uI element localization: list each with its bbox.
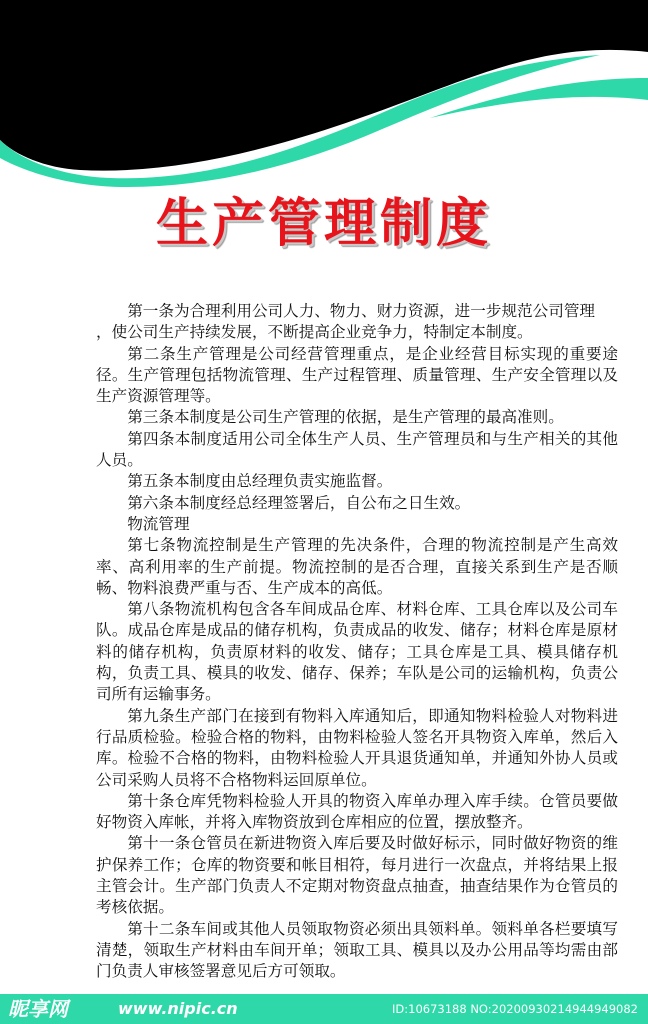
header-wave-decoration [0,0,648,190]
watermark-logo: 昵享网 [8,997,68,1021]
paragraph-1: 第一条为合理利用公司人力、物力、财力资源，进一步规范公司管理 [127,302,596,320]
paragraph-5: 第五条本制度由总经理负责实施监督。 [127,472,393,491]
paragraph-10: 第十条仓库凭物料检验人开具的物资入库单办理入库手续。仓管员要做好物资入库帐，并将入库物资放到仓库相应的位置，摆放整齐。 [96,791,618,832]
paragraph-4: 第四条本制度适用公司全体生产人员、生产管理员和与生产相关的其他人员。 [96,429,618,470]
paragraph-9: 第九条生产部门在接到有物料入库通知后，即通知物料检验人对物料进行品质检验。检验合格的物料，由物料检验人签名开具物资入库单，然后入库。检验不合格的物料，由物料检验人开具退货通知单，并通知外协人员或公司采购人员将不合格物料运回原单位。 [96,706,618,789]
paragraph-3: 第三条本制度是公司生产管理的依据，是生产管理的最高准则。 [127,408,564,427]
paragraph-11: 第十一条仓管员在新进物资入库后要及时做好标示，同时做好物资的维护保养工作；仓库的物资要和帐目相符，每月进行一次盘点，并将结果上报主管会计。生产部门负责人不定期对物资盘点抽查，抽查结果作为仓管员的考核依据。 [96,834,618,917]
watermark-bar [0,994,648,1024]
paragraph-2: 第二条生产管理是公司经营管理重点，是企业经营目标实现的重要途径。生产管理包括物流管理、生产过程管理、质量管理、生产安全管理以及生产资源管理等。 [96,344,618,406]
watermark-url[interactable]: www.nipic.cn [118,999,238,1018]
regulation-body [96,301,618,983]
watermark-id: ID:10673188 NO:20200930214944949082 [392,1002,638,1016]
paragraph-8: 第八条物流机构包含各车间成品仓库、材料仓库、工具仓库以及公司车队。成品仓库是成品的储存机构，负责成品的收发、储存；材料仓库是原材料的储存机构，负责原材料的收发、储存；工具仓库是工具、模具储存机构，负责工具、模具的收发、储存、保养；车队是公司的运输机构，负责公司所有运输事务。 [96,600,618,704]
paragraph-6: 第六条本制度经总经理签署后，自公布之日生效。 [127,493,471,512]
page-title: 生产管理制度 [155,194,492,254]
paragraph-1-cont: ，使公司生产持续发展，不断提高企业竞争力，特制定本制度。 [96,323,533,342]
paragraph-7: 第七条物流控制是生产管理的先决条件，合理的物流控制是产生高效率、高利用率的生产前提。物流控制的是否合理，直接关系到生产是否顺畅、物料浪费严重与否、生产成本的高低。 [96,536,618,597]
section-heading: 物流管理 [127,514,190,533]
paragraph-12: 第十二条车间或其他人员领取物资必须出具领料单。领料单各栏要填写清楚，领取生产材料由车间开单；领取工具、模具以及办公用品等均需由部门负责人审核签署意见后方可领取。 [96,919,618,981]
